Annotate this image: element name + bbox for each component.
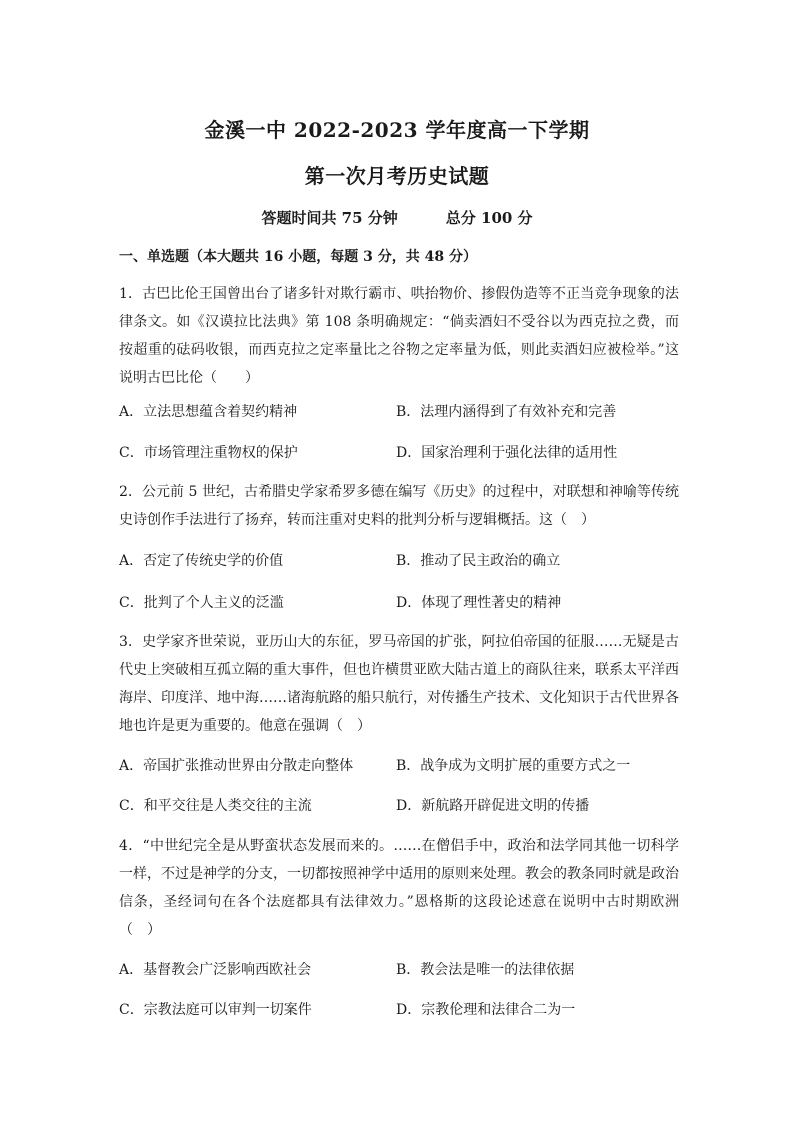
question-1-stem: 1．古巴比伦王国曾出台了诸多针对欺行霸市、哄抬物价、掺假伪造等不正当竞争现象的法律条文。如《汉谟拉比法典》第 108 条明确规定：“倘卖酒妇不受谷以为西克拉之费，而按超重的砝码收银，而西克拉之定率量比之谷物之定率量为低，则此卖酒妇应被检举。”这说明古巴比伦（ ） bbox=[119, 286, 679, 386]
question-3-option-a: A．帝国扩张推动世界由分散走向整体 bbox=[119, 758, 354, 774]
exam-info bbox=[0, 207, 794, 228]
question-2-stem: 2．公元前 5 世纪，古希腊史学家希罗多德在编写《历史》的过程中，对联想和神喻等传统史诗创作手法进行了扬弃，转而注重对史料的批判分析与逻辑概括。这（ ） bbox=[119, 484, 679, 528]
question-3-stem: 3．史学家齐世荣说，亚历山大的东征，罗马帝国的扩张，阿拉伯帝国的征服……无疑是古代史上突破相互孤立隔的重大事件，但也许横贯亚欧大陆古道上的商队往来，联系太平洋西海岸、印度洋、地中海……诸海航路的船只航行，对传播生产技术、文化知识于古代世界各地也许是更为重要的。他意在强调（ ） bbox=[119, 634, 679, 734]
question-3-option-b: B．战争成为文明扩展的重要方式之一 bbox=[396, 758, 631, 774]
question-3-option-d: D．新航路开辟促进文明的传播 bbox=[396, 798, 590, 814]
question-1-option-d: D．国家治理利于强化法律的适用性 bbox=[396, 445, 618, 461]
question-2-option-d: D．体现了理性著史的精神 bbox=[396, 595, 562, 611]
question-2-option-a: A．否定了传统史学的价值 bbox=[119, 553, 284, 569]
question-1-option-a: A．立法思想蕴含着契约精神 bbox=[119, 404, 298, 420]
question-1-option-b: B．法理内涵得到了有效补充和完善 bbox=[396, 404, 617, 420]
exam-subtitle: 第一次月考历史试题 bbox=[304, 164, 490, 188]
section-heading: 一、单选题（本大题共 16 小题，每题 3 分，共 48 分） bbox=[119, 249, 477, 265]
question-4-option-c: C．宗教法庭可以审判一切案件 bbox=[119, 1002, 312, 1018]
question-4-option-d: D．宗教伦理和法律合二为一 bbox=[396, 1002, 576, 1018]
question-4-option-b: B．教会法是唯一的法律依据 bbox=[396, 962, 575, 978]
exam-title: 金溪一中 2022-2023 学年度高一下学期 bbox=[204, 118, 590, 142]
question-3-option-c: C．和平交往是人类交往的主流 bbox=[119, 798, 312, 814]
question-2-option-c: C．批判了个人主义的泛滥 bbox=[119, 595, 284, 611]
question-4-stem: 4．“中世纪完全是从野蛮状态发展而来的。……在僧侣手中，政治和法学同其他一切科学一样，不过是神学的分支，一切都按照神学中适用的原则来处理。教会的教条同时就是政治信条，圣经词句在各个法庭都具有法律效力。”恩格斯的这段论述意在说明中古时期欧洲（ ） bbox=[119, 838, 679, 938]
score-info: 总分 100 分 bbox=[445, 209, 533, 227]
question-2-option-b: B．推动了民主政治的确立 bbox=[396, 553, 561, 569]
question-4-option-a: A．基督教会广泛影响西欧社会 bbox=[119, 962, 312, 978]
time-info: 答题时间共 75 分钟 bbox=[261, 209, 398, 227]
question-1-option-c: C．市场管理注重物权的保护 bbox=[119, 445, 298, 461]
